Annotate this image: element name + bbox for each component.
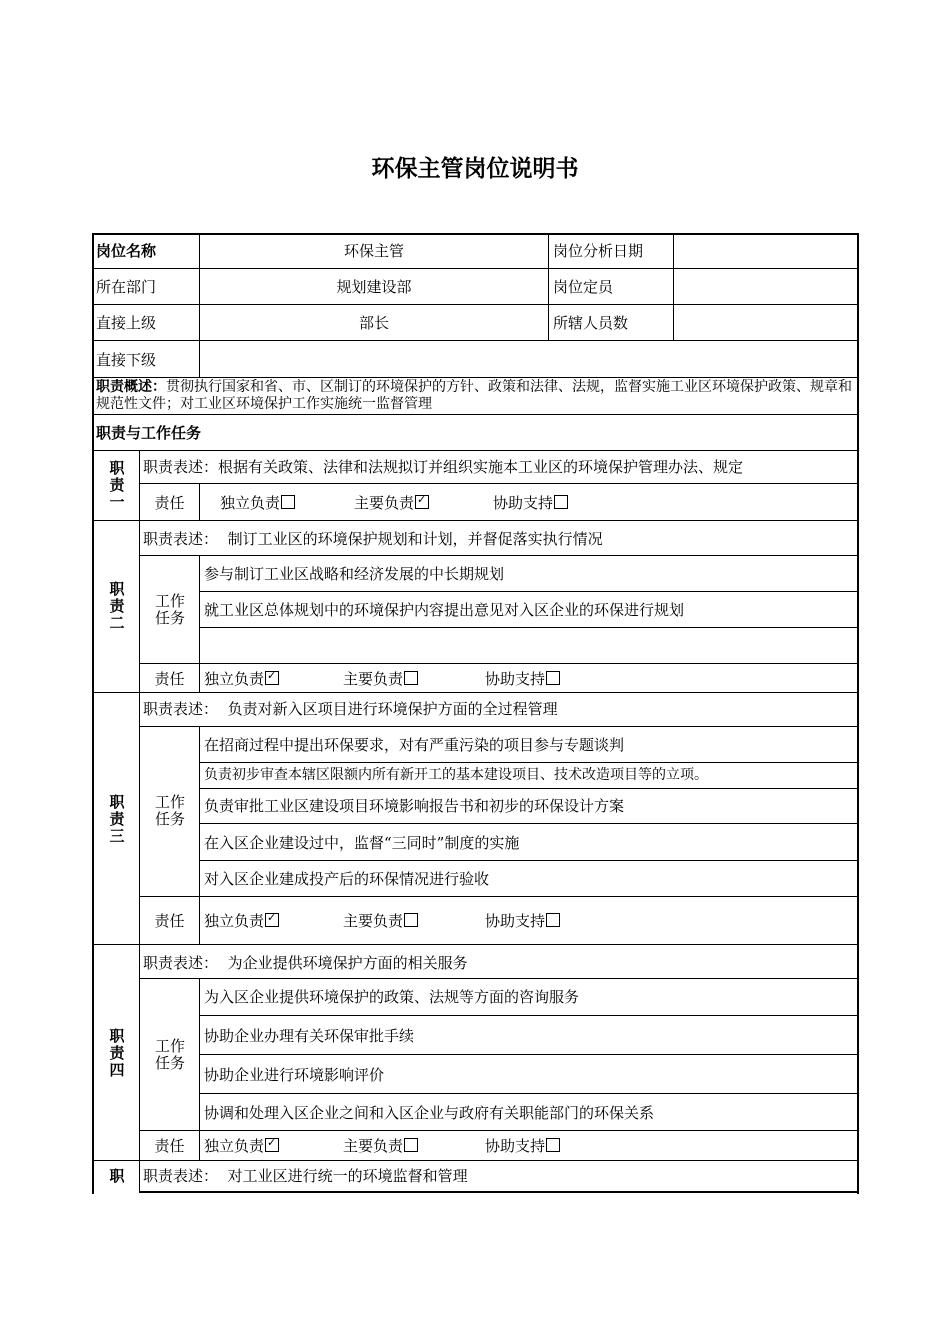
duty-3-name: 职责三 — [109, 794, 125, 845]
duty-2-desc: 职责表述： 制订工业区的环境保护规划和计划，并督促落实执行情况 — [143, 530, 603, 548]
checkbox-checked-icon — [265, 1138, 279, 1152]
post-name-label: 岗位名称 — [96, 242, 157, 260]
analysis-date-label: 岗位分析日期 — [553, 242, 644, 260]
summary-label: 职责概述： — [96, 379, 166, 395]
duty-2-task-1: 参与制订工业区战略和经济发展的中长期规划 — [204, 565, 505, 583]
summary-text: 贯彻执行国家和省、市、区制订的环境保护的方针、政策和法律、法规，监督实施工业区环境保护政策、规章和规范性文件；对工业区环境保护工作实施统一监督管理 — [96, 379, 852, 412]
duty-3-independent[interactable]: 独立负责✓ — [204, 912, 279, 930]
superior-value: 部长 — [358, 314, 389, 332]
duty-2-resp-label: 责任 — [154, 670, 185, 688]
checkbox-icon — [281, 495, 295, 509]
checkbox-checked-icon — [415, 495, 429, 509]
duty-1-main[interactable]: 主要负责✓ — [354, 494, 429, 512]
duty-4-task-2: 协助企业办理有关环保审批手续 — [204, 1027, 415, 1045]
duty-1-desc: 职责表述：根据有关政策、法律和法规拟订并组织实施本工业区的环境保护管理办法、规定 — [143, 458, 744, 476]
duty-4-task-3: 协助企业进行环境影响评价 — [204, 1066, 385, 1084]
dept-label: 所在部门 — [96, 278, 157, 296]
checkbox-checked-icon — [265, 913, 279, 927]
duty-summary — [96, 379, 856, 413]
duty-2-name: 职责二 — [109, 581, 125, 632]
duty-2-independent[interactable]: 独立负责✓ — [204, 670, 279, 688]
duty-1-independent[interactable]: 独立负责 — [220, 494, 295, 512]
duty-4-desc: 职责表述： 为企业提供环境保护方面的相关服务 — [143, 954, 468, 972]
checkbox-icon — [404, 671, 418, 685]
duty-3-tasks-label: 工作任务 — [154, 794, 185, 828]
duty-2-tasks-label: 工作任务 — [154, 593, 185, 627]
duty-2-task-2: 就工业区总体规划中的环境保护内容提出意见对入区企业的环保进行规划 — [204, 601, 685, 619]
post-name-value: 环保主管 — [343, 242, 404, 260]
duty-4-assist[interactable]: 协助支持 — [485, 1137, 560, 1155]
duty-3-task-2: 负责初步审查本辖区限额内所有新开工的基本建设项目、技术改造项目等的立项。 — [204, 767, 708, 783]
checkbox-checked-icon — [265, 671, 279, 685]
checkbox-icon — [404, 913, 418, 927]
document-title: 环保主管岗位说明书 — [371, 156, 579, 182]
dept-value: 规划建设部 — [336, 278, 412, 296]
duty-5-name: 职 — [109, 1168, 125, 1185]
subordinates-count-label: 所辖人员数 — [553, 314, 629, 332]
duty-4-resp-label: 责任 — [154, 1137, 185, 1155]
checkbox-icon — [554, 495, 568, 509]
checkbox-icon — [546, 671, 560, 685]
checkbox-icon — [546, 913, 560, 927]
duty-1-resp-label: 责任 — [154, 494, 185, 512]
duty-3-assist[interactable]: 协助支持 — [485, 912, 560, 930]
duty-4-tasks-label: 工作任务 — [154, 1038, 185, 1072]
duties-header: 职责与工作任务 — [96, 424, 202, 442]
duty-1-name: 职责一 — [109, 460, 125, 511]
duty-4-name: 职责四 — [109, 1028, 125, 1079]
duty-3-resp-label: 责任 — [154, 912, 185, 930]
superior-label: 直接上级 — [96, 314, 157, 332]
checkbox-icon — [404, 1138, 418, 1152]
duty-1-assist[interactable]: 协助支持 — [493, 494, 568, 512]
duty-3-task-4: 在入区企业建设过中，监督“三同时”制度的实施 — [204, 834, 520, 852]
duty-3-main[interactable]: 主要负责 — [343, 912, 418, 930]
duty-4-task-1: 为入区企业提供环境保护的政策、法规等方面的咨询服务 — [204, 988, 580, 1006]
headcount-label: 岗位定员 — [553, 278, 614, 296]
subordinate-label: 直接下级 — [96, 351, 157, 369]
duty-2-main[interactable]: 主要负责 — [343, 670, 418, 688]
duty-4-task-4: 协调和处理入区企业之间和入区企业与政府有关职能部门的环保关系 — [204, 1104, 655, 1122]
duty-2-assist[interactable]: 协助支持 — [485, 670, 560, 688]
checkbox-icon — [546, 1138, 560, 1152]
duty-3-task-3: 负责审批工业区建设项目环境影响报告书和初步的环保设计方案 — [204, 797, 625, 815]
duty-4-main[interactable]: 主要负责 — [343, 1137, 418, 1155]
duty-4-independent[interactable]: 独立负责✓ — [204, 1137, 279, 1155]
duty-3-task-1: 在招商过程中提出环保要求，对有严重污染的项目参与专题谈判 — [204, 736, 625, 754]
duty-3-task-5: 对入区企业建成投产后的环保情况进行验收 — [204, 870, 490, 888]
duty-5-desc: 职责表述： 对工业区进行统一的环境监督和管理 — [143, 1167, 468, 1185]
duty-3-desc: 职责表述： 负责对新入区项目进行环境保护方面的全过程管理 — [143, 700, 558, 718]
